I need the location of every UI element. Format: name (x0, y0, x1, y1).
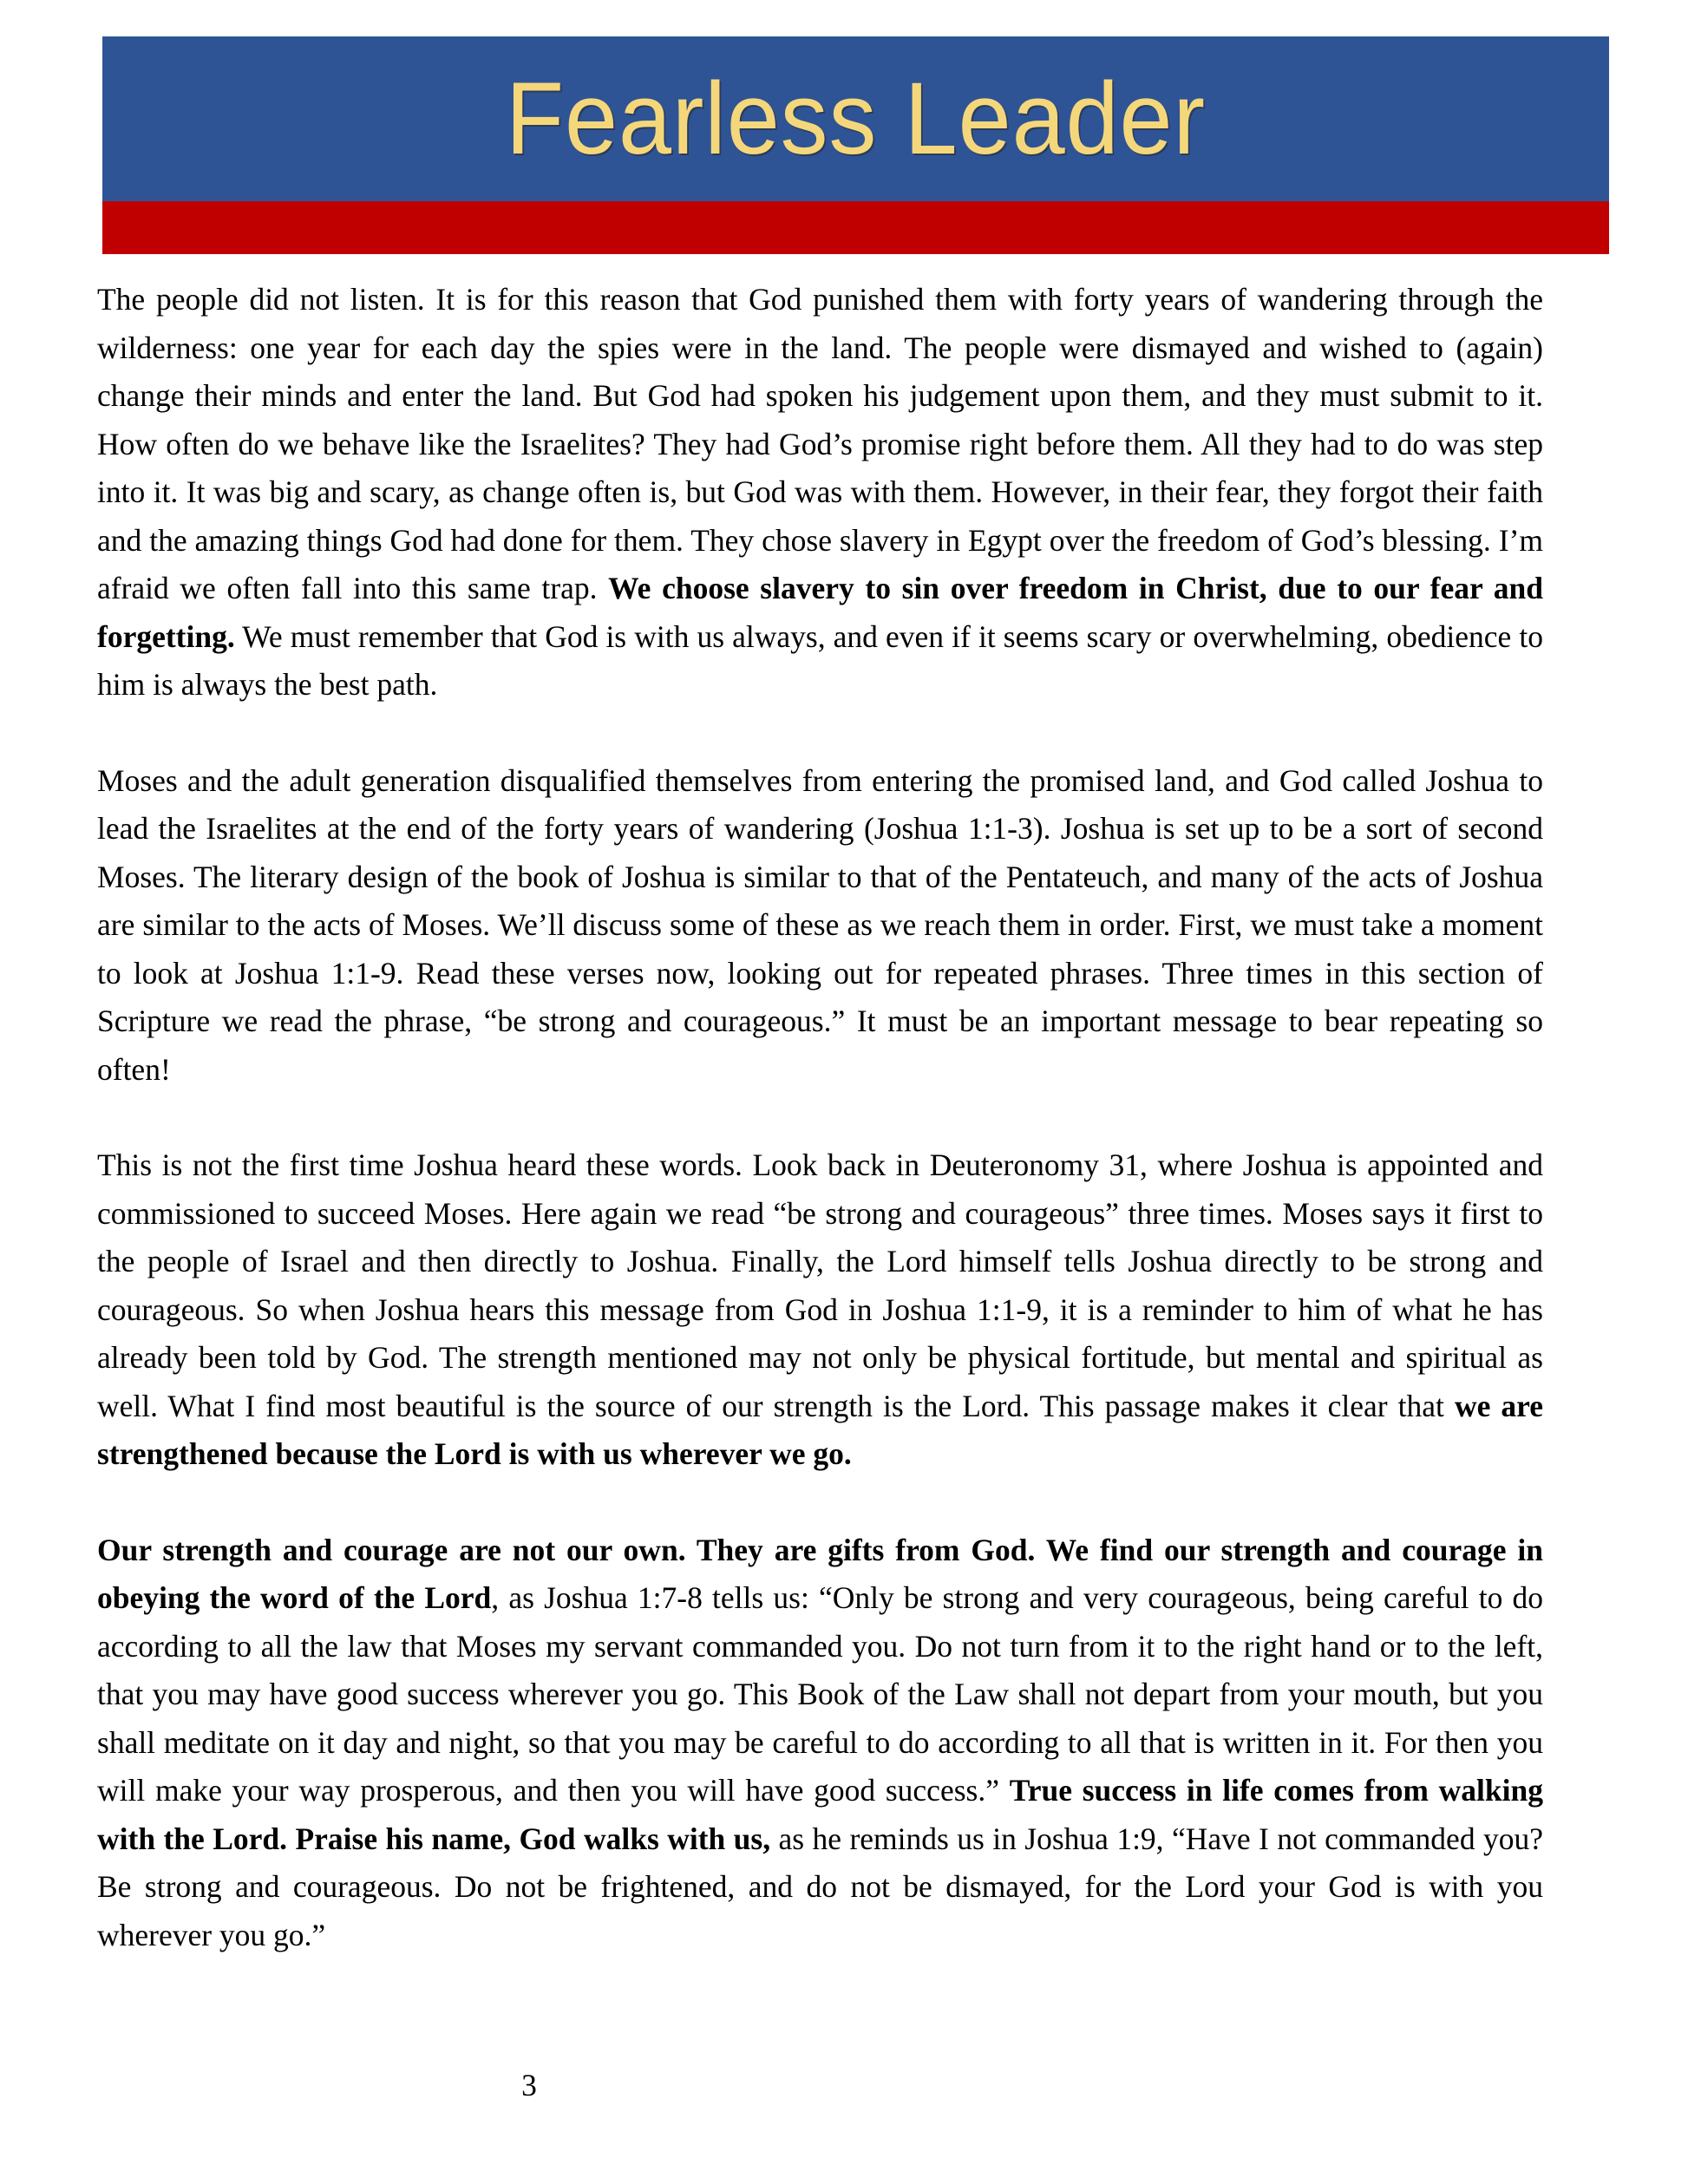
body-text-run: The people did not listen. It is for this reason that God punished them with forty years of wandering through the wilderness: one year for each day the spies were in the land. The people were dismayed and wished to (again) change their minds and enter the land. But God had spoken his judgement upon them, and they must submit to it. How often do we behave like the Israelites? They had God’s promise right before them. All they had to do was step into it. It was big and scary, as change often is, but God was with them. However, in their fear, they forgot their faith and the amazing things God had done for them. They chose slavery in Egypt over the freedom of God’s blessing. I’m afraid we often fall into this same trap. (97, 282, 1543, 605)
emphasis-text-run: Our strength and courage are not our own. They are gifts from God. We find our strength and courage in obeying the word of the Lord (97, 1532, 1543, 1615)
paragraph-3 (97, 1141, 1543, 1479)
body-text-run: Moses and the adult generation disqualified themselves from entering the promised land, and God called Joshua to lead the Israelites at the end of the forty years of wandering (Joshua 1:1-3). Joshua is set up to be a sort of second Moses. The literary design of the book of Joshua is similar to that of the Pentateuch, and many of the acts of Joshua are similar to the acts of Moses. We’ll discuss some of these as we reach them in order. First, we must take a moment to look at Joshua 1:1-9. Read these verses now, looking out for repeated phrases. Three times in this section of Scripture we read the phrase, “be strong and courageous.” It must be an important message to bear repeating so often! (97, 762, 1543, 1087)
emphasis-text-run: we are strengthened because the Lord is with us wherever we go. (97, 1388, 1544, 1471)
paragraph-1 (97, 276, 1543, 709)
body-text-run: , as Joshua 1:7-8 tells us: “Only be strong and very courageous, being careful to do according to all the law that Moses my servant commanded you. Do not turn from it to the right hand or to the left, that you may have good success wherever you go. This Book of the Law shall not depart from your mouth, but you shall meditate on it day and night, so that you may be careful to do according to all that is written in it. For then you will make your way prosperous, and then you will have good success.” (97, 1580, 1544, 1808)
emphasis-text-run: We choose slavery to sin over freedom in Christ, due to our fear and forgetting. (97, 571, 1543, 654)
body-text-run: We must remember that God is with us always, and even if it seems scary or overwhelming, obedience to him is always the best path. (97, 618, 1543, 702)
page-number-footer: 3 (521, 2068, 537, 2102)
document-body (97, 276, 1543, 1959)
emphasis-text-run: True success in life comes from walking with the Lord. Praise his name, God walks with us, (97, 1773, 1543, 1856)
paragraph-2 (97, 757, 1543, 1095)
page-header-banner (102, 36, 1609, 254)
body-text-run: as he reminds us in Joshua 1:9, “Have I not commanded you? Be strong and courageous. Do not be frightened, and do not be dismayed, for the Lord your God is with you wherever you go.” (97, 1821, 1543, 1952)
page-title: Fearless Leader (506, 62, 1206, 176)
paragraph-4 (97, 1527, 1543, 1960)
body-text-run: This is not the first time Joshua heard these words. Look back in Deuteronomy 31, where Joshua is appointed and commissioned to succeed Moses. Here again we read “be strong and courageous” three times. Moses says it first to the people of Israel and then directly to Joshua. Finally, the Lord himself tells Joshua directly to be strong and courageous. So when Joshua hears this message from God in Joshua 1:1-9, it is a reminder to him of what he has already been told by God. The strength mentioned may not only be physical fortitude, but mental and spiritual as well. What I find most beautiful is the source of our strength is the Lord. This passage makes it clear that (97, 1148, 1543, 1423)
header-red-accent-bar (102, 201, 1609, 254)
